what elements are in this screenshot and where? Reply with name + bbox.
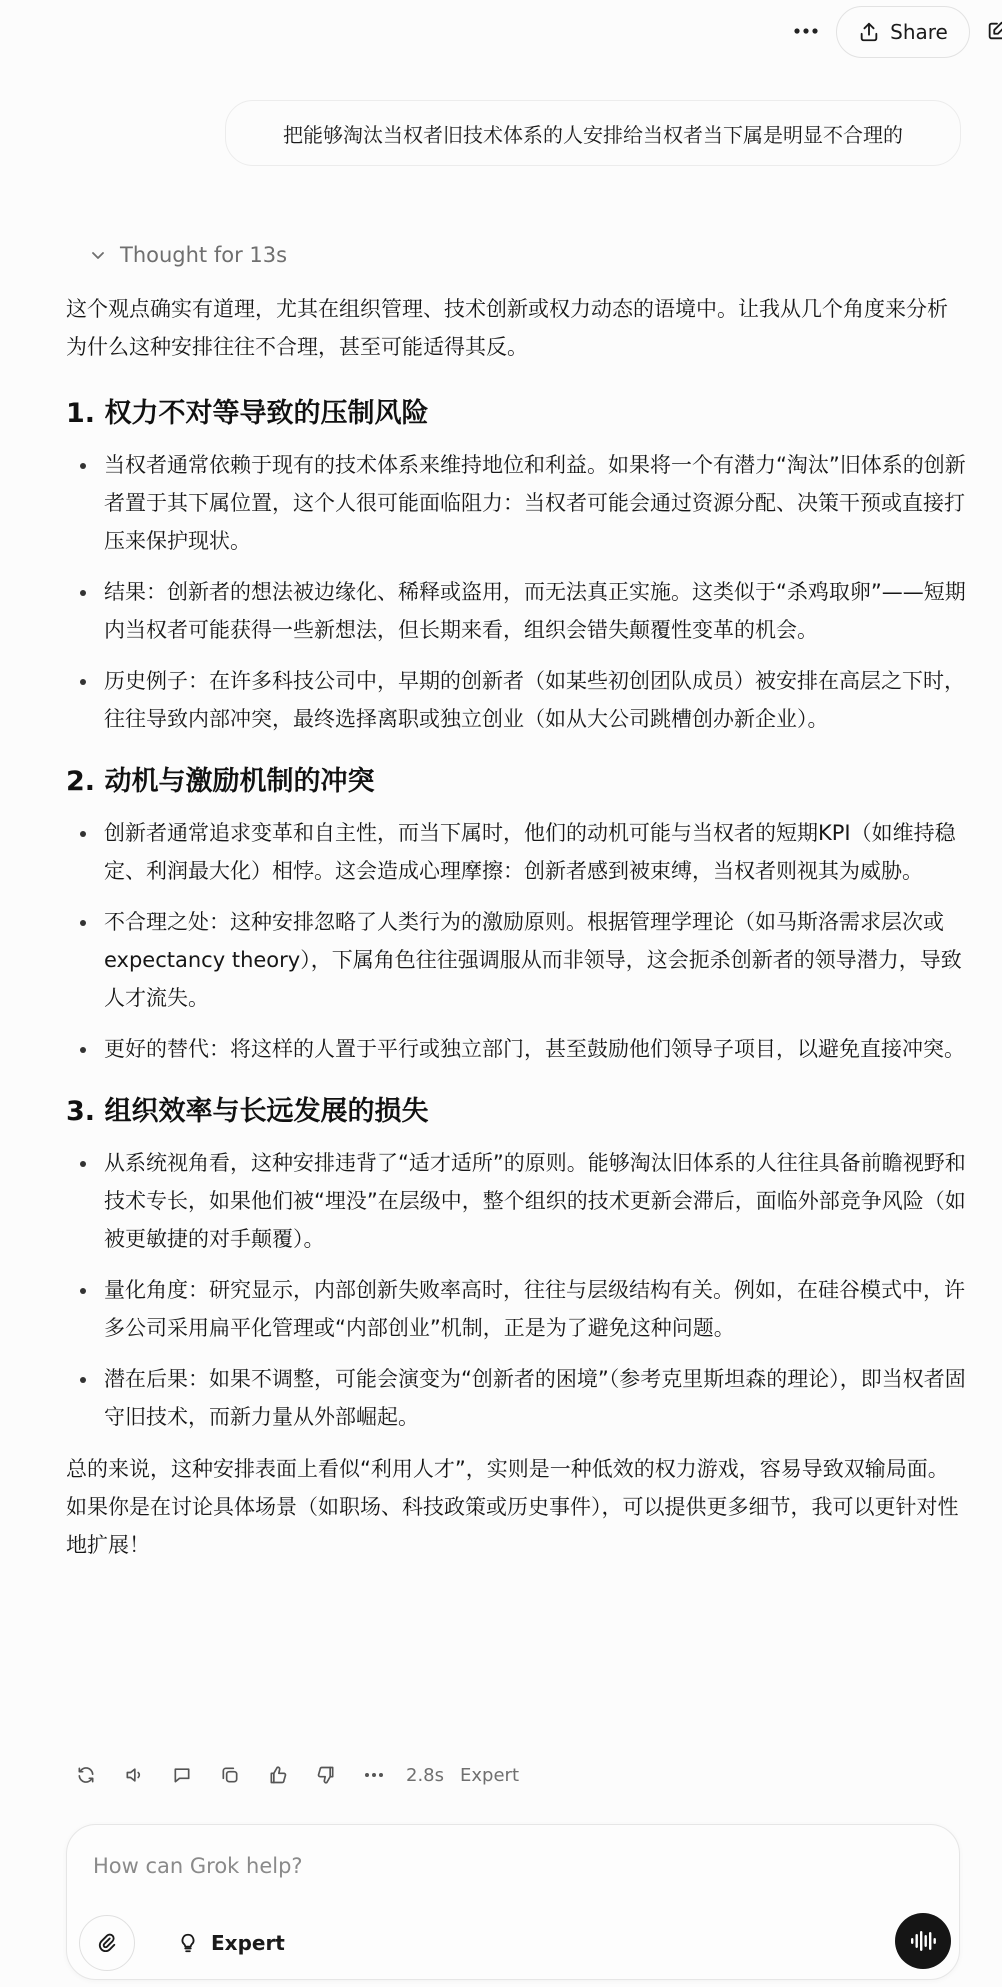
lightbulb-icon	[177, 1932, 199, 1954]
bullet-list	[66, 446, 966, 738]
share-label: Share	[890, 20, 948, 44]
share-button[interactable]	[836, 6, 970, 58]
top-bar	[0, 0, 1002, 64]
regenerate-button[interactable]	[62, 1758, 110, 1792]
comment-button[interactable]	[158, 1758, 206, 1792]
thumbs-up-icon	[268, 1765, 288, 1785]
list-item: 更好的替代：将这样的人置于平行或独立部门，甚至鼓励他们领导子项目，以避免直接冲突。	[66, 1030, 966, 1068]
list-item: 从系统视角看，这种安排违背了“适才适所”的原则。能够淘汰旧体系的人往往具备前瞻视野和技术专长，如果他们被“埋没”在层级中，整个组织的技术更新会滞后，面临外部竞争风险（如被更敏捷的对手颠覆）。	[66, 1144, 966, 1258]
list-item: 结果：创新者的想法被边缘化、稀释或盗用，而无法真正实施。这类似于“杀鸡取卵”——短期内当权者可能获得一些新想法，但长期来看，组织会错失颠覆性变革的机会。	[66, 573, 966, 649]
new-chat-edit-icon	[986, 20, 1002, 42]
chevron-down-icon	[90, 247, 106, 263]
message-actions	[62, 1758, 519, 1792]
thought-label: Thought for 13s	[120, 243, 288, 267]
read-aloud-button[interactable]	[110, 1758, 158, 1792]
composer	[66, 1824, 960, 1980]
answer-intro: 这个观点确实有道理，尤其在组织管理、技术创新或权力动态的语境中。让我从几个角度来分析为什么这种安排往往不合理，甚至可能适得其反。	[66, 297, 948, 359]
list-item: 不合理之处：这种安排忽略了人类行为的激励原则。根据管理学理论（如马斯洛需求层次或 expectancy theory），下属角色往往强调服从而非领导，这会扼杀创新者的领导潜力，导致人才流失。	[66, 903, 966, 1017]
list-item: 潜在后果：如果不调整，可能会演变为“创新者的困境”（参考克里斯坦森的理论），即当权者固守旧技术，而新力量从外部崛起。	[66, 1360, 966, 1436]
section-heading: 2. 动机与激励机制的冲突	[66, 766, 375, 797]
list-item: 量化角度：研究显示，内部创新失败率高时，往往与层级结构有关。例如，在硅谷模式中，许多公司采用扁平化管理或“内部创业”机制，正是为了避免这种问题。	[66, 1271, 966, 1347]
thumbs-down-icon	[316, 1765, 336, 1785]
answer-conclusion: 总的来说，这种安排表面上看似“利用人才”，实则是一种低效的权力游戏，容易导致双输局面。如果你是在讨论具体场景（如职场、科技政策或历史事件），可以提供更多细节，我可以更针对性地扩展！	[66, 1457, 959, 1557]
paperclip-icon	[96, 1932, 118, 1954]
assistant-answer	[66, 290, 966, 1564]
list-item: 当权者通常依赖于现有的技术体系来维持地位和利益。如果将一个有潜力“淘汰”旧体系的创新者置于其下属位置，这个人很可能面临阻力：当权者可能会通过资源分配、决策干预或直接打压来保护现状。	[66, 446, 966, 560]
regenerate-icon	[76, 1765, 96, 1785]
read-aloud-icon	[124, 1765, 144, 1785]
copy-icon	[220, 1765, 240, 1785]
list-item: 历史例子：在许多科技公司中，早期的创新者（如某些初创团队成员）被安排在高层之下时，往往导致内部冲突，最终选择离职或独立创业（如从大公司跳槽创办新企业）。	[66, 662, 966, 738]
user-message-text: 把能够淘汰当权者旧技术体系的人安排给当权者当下属是明显不合理的	[283, 122, 903, 147]
chat-input[interactable]	[93, 1849, 793, 1883]
response-mode: Expert	[460, 1764, 519, 1786]
more-actions-button[interactable]	[350, 1758, 398, 1792]
thought-toggle[interactable]	[90, 238, 287, 272]
section-heading: 3. 组织效率与长远发展的损失	[66, 1096, 429, 1127]
bullet-list	[66, 1144, 966, 1436]
user-message-bubble	[225, 100, 961, 166]
mode-label: Expert	[211, 1931, 285, 1955]
copy-button[interactable]	[206, 1758, 254, 1792]
attach-button[interactable]	[79, 1915, 135, 1971]
voice-mode-button[interactable]	[895, 1913, 951, 1969]
list-item: 创新者通常追求变革和自主性，而当下属时，他们的动机可能与当权者的短期KPI（如维持稳定、利润最大化）相悖。这会造成心理摩擦：创新者感到被束缚，当权者则视其为威胁。	[66, 814, 966, 890]
section-heading: 1. 权力不对等导致的压制风险	[66, 398, 429, 429]
response-duration: 2.8s	[406, 1764, 445, 1786]
thumbs-up-button[interactable]	[254, 1758, 302, 1792]
more-options-button[interactable]	[782, 10, 830, 52]
more-horizontal-icon	[793, 27, 819, 35]
voice-waveform-icon	[909, 1929, 937, 1953]
thumbs-down-button[interactable]	[302, 1758, 350, 1792]
mode-selector-button[interactable]	[159, 1917, 303, 1969]
comment-icon	[172, 1765, 192, 1785]
bullet-list	[66, 814, 966, 1068]
share-upload-icon	[858, 21, 880, 43]
new-chat-button[interactable]	[986, 16, 1002, 46]
more-horizontal-icon	[364, 1772, 384, 1778]
